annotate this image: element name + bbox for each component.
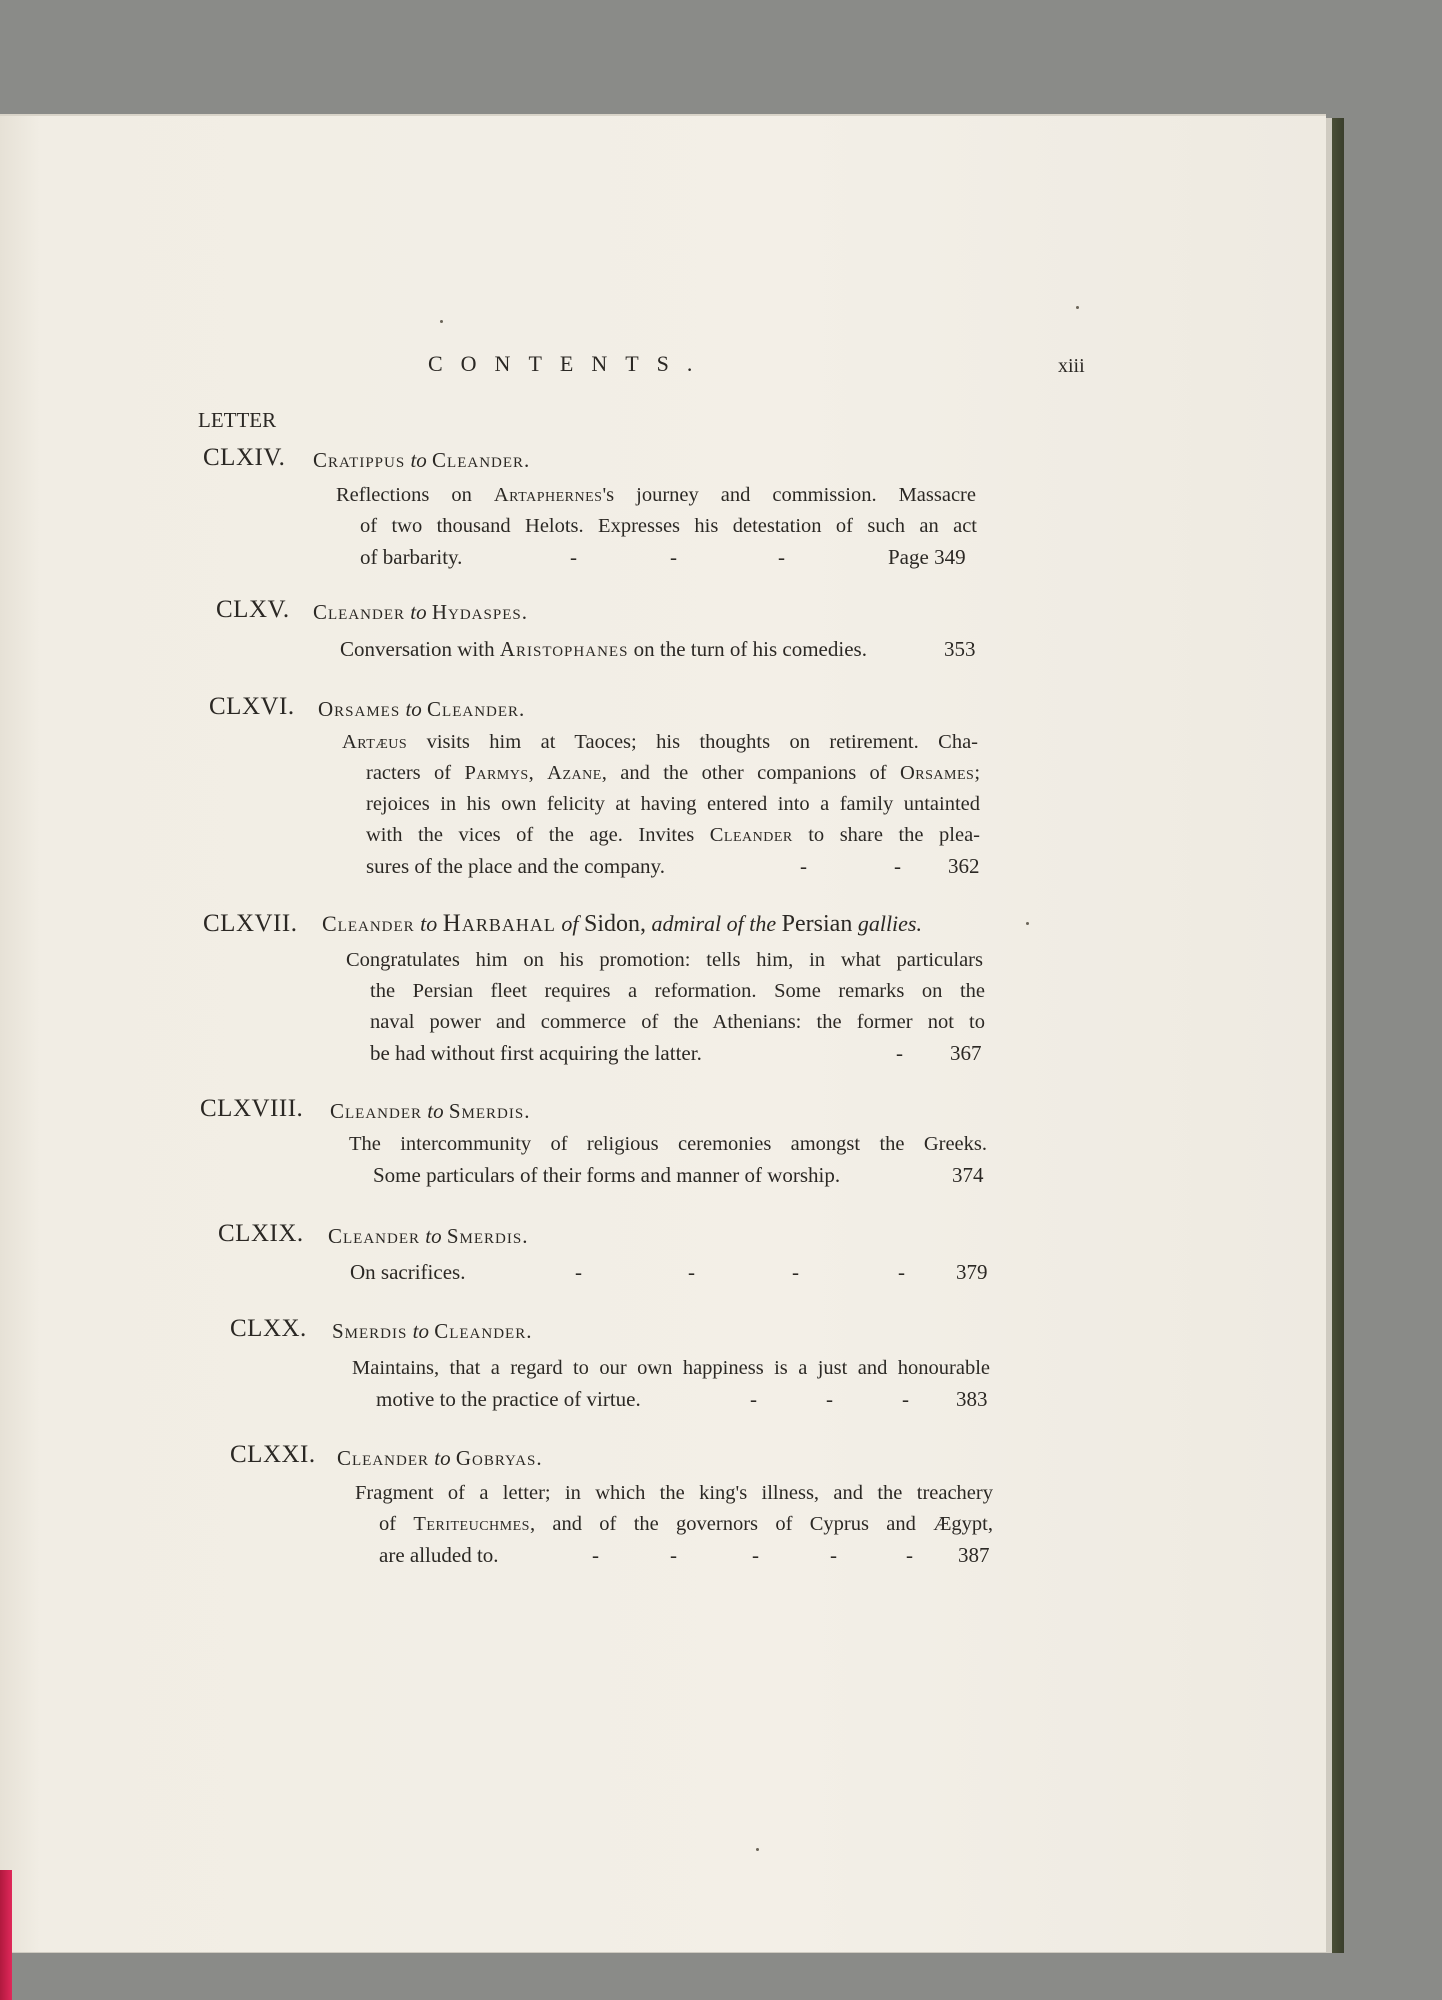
leader-dash: - — [898, 1260, 905, 1284]
entry-text-line: Some particulars of their forms and manner of worship. — [373, 1163, 841, 1187]
leader-dash: - — [570, 545, 577, 569]
entry-text-line: Artæus visits him at Taoces; his thoughts on retirement. Cha- — [342, 731, 978, 753]
entry-numeral: CLXXI. — [230, 1441, 316, 1468]
entry-text-line: rejoices in his own felicity at having entered into a family untainted — [366, 793, 980, 815]
entry-numeral: CLXV. — [216, 596, 290, 623]
entry-text-line: be had without first acquiring the latter. — [370, 1041, 702, 1065]
leader-dash: - — [894, 854, 901, 878]
entry-heading: Cleander to Smerdis. — [330, 1099, 531, 1123]
paper-speck — [1076, 306, 1079, 309]
entry-text-line: racters of Parmys, Azane, and the other companions of Orsames; — [366, 762, 981, 784]
entry-heading: Cratippus to Cleander. — [313, 448, 531, 472]
ribbon-bookmark — [0, 1870, 12, 2000]
leader-dash: - — [800, 854, 807, 878]
entry-text-line: The intercommunity of religious ceremonies amongst the Greeks. — [349, 1133, 987, 1155]
entry-text-line: On sacrifices. — [350, 1260, 466, 1284]
entry-numeral: CLXX. — [230, 1315, 307, 1342]
leader-dash: - — [750, 1387, 757, 1411]
paper-speck — [756, 1848, 759, 1851]
paper-speck — [440, 320, 443, 323]
entry-text-line: of two thousand Helots. Expresses his detestation of such an act — [360, 515, 977, 537]
entry-heading: Cleander to Gobryas. — [337, 1446, 543, 1470]
entry-text-line: are alluded to. — [379, 1543, 499, 1567]
entry-text-line: Conversation with Aristophanes on the turn of his comedies. — [340, 637, 867, 661]
leader-dash: - — [906, 1543, 913, 1567]
leader-dash: - — [592, 1543, 599, 1567]
page-reference: Page 349 — [888, 545, 966, 569]
leader-dash: - — [896, 1041, 903, 1065]
leader-dash: - — [575, 1260, 582, 1284]
entry-text-line: the Persian fleet requires a reformation. Some remarks on the — [370, 980, 985, 1002]
entry-text-line: of Teriteuchmes, and of the governors of Cyprus and Ægypt, — [379, 1513, 994, 1535]
leader-dash: - — [688, 1260, 695, 1284]
entry-text-line: of barbarity. — [360, 545, 463, 569]
entry-heading: Cleander to Harbahal of Sidon, admiral of the Persian gallies. — [322, 910, 922, 937]
page-reference: 367 — [950, 1041, 982, 1065]
entry-text-line: sures of the place and the company. — [366, 854, 665, 878]
entry-text-line: Congratulates him on his promotion: tells him, in what particulars — [346, 949, 983, 971]
page-reference: 383 — [956, 1387, 988, 1411]
entry-text-line: naval power and commerce of the Athenians: the former not to — [370, 1011, 985, 1033]
leader-dash: - — [670, 1543, 677, 1567]
entry-numeral: CLXVI. — [209, 693, 295, 720]
entry-text-line: Maintains, that a regard to our own happiness is a just and honourable — [352, 1357, 990, 1379]
entry-text-line: with the vices of the age. Invites Cleander to share the plea- — [366, 824, 980, 846]
paper-speck — [1026, 922, 1029, 925]
leader-dash: - — [752, 1543, 759, 1567]
page-title: CONTENTS. — [428, 351, 711, 376]
letter-column-label: LETTER — [198, 408, 277, 432]
page-reference: 362 — [948, 854, 980, 878]
entry-heading: Orsames to Cleander. — [318, 697, 526, 721]
page-number: xiii — [1058, 355, 1085, 377]
book-page — [0, 114, 1326, 1952]
page-reference: 353 — [944, 637, 976, 661]
entry-numeral: CLXIV. — [203, 444, 286, 471]
entry-heading: Cleander to Smerdis. — [328, 1224, 529, 1248]
leader-dash: - — [830, 1543, 837, 1567]
entry-numeral: CLXIX. — [218, 1220, 304, 1247]
page-reference: 387 — [958, 1543, 990, 1567]
leader-dash: - — [778, 545, 785, 569]
entry-numeral: CLXVIII. — [200, 1095, 304, 1122]
entry-heading: Cleander to Hydaspes. — [313, 600, 528, 624]
entry-text-line: Fragment of a letter; in which the king's illness, and the treachery — [355, 1482, 993, 1504]
page-reference: 374 — [952, 1163, 984, 1187]
leader-dash: - — [792, 1260, 799, 1284]
entry-heading: Smerdis to Cleander. — [332, 1319, 533, 1343]
entry-text-line: Reflections on Artaphernes's journey and commission. Massacre — [336, 484, 976, 506]
entry-numeral: CLXVII. — [203, 910, 298, 937]
leader-dash: - — [826, 1387, 833, 1411]
leader-dash: - — [670, 545, 677, 569]
leader-dash: - — [902, 1387, 909, 1411]
page-reference: 379 — [956, 1260, 988, 1284]
entry-text-line: motive to the practice of virtue. — [376, 1387, 641, 1411]
